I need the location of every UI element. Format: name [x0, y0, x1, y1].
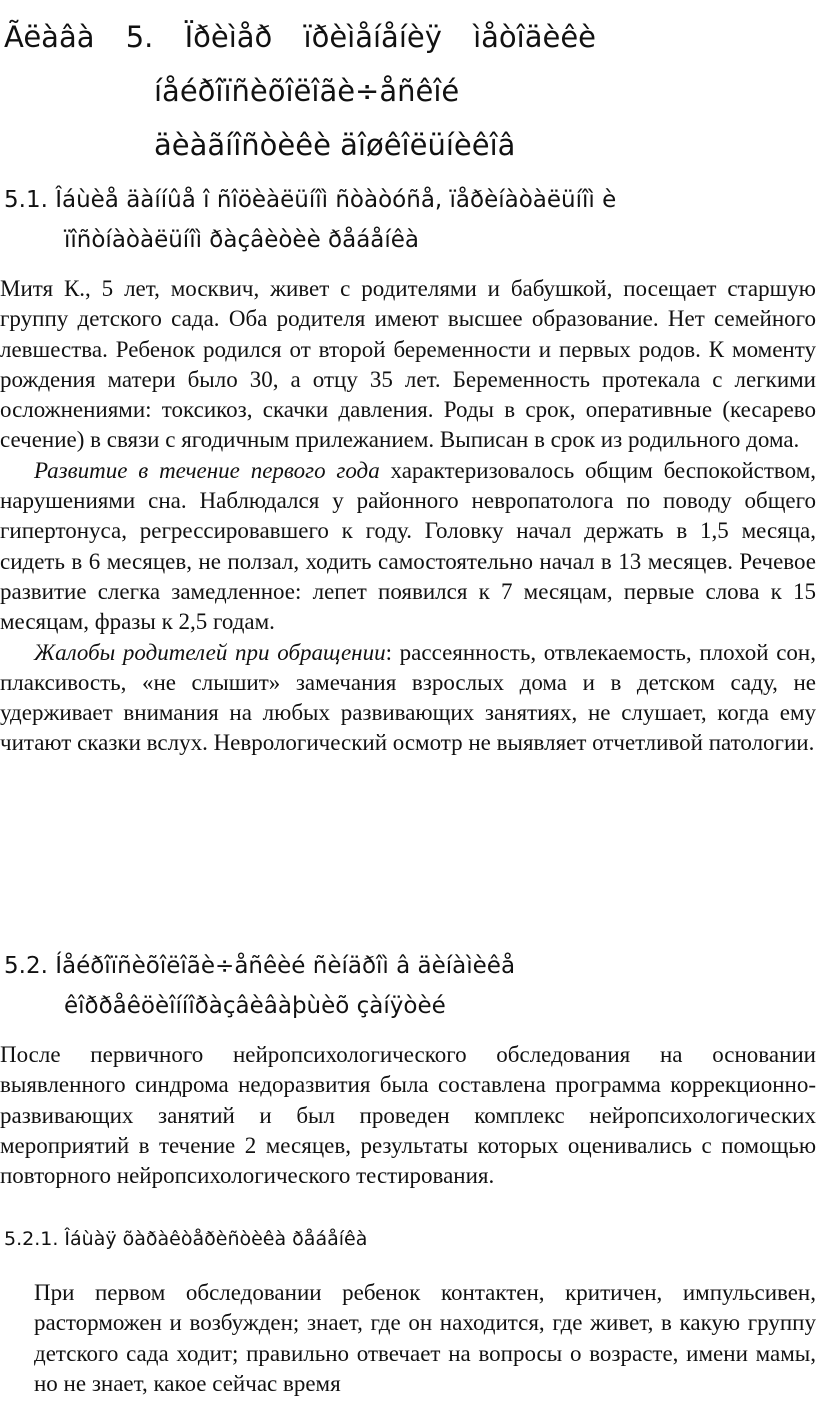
paragraph-complaints-text: : рассеянность, отвлекаемость, плохой сон, плаксивость, «не слышит» замечания взрослых дома и в детском саду, не удерживает внимания на любых развивающих занятиях, не слушает, когда ему читают сказки вслух. Неврологический осмотр не выявляет отчетливой патологии.	[0, 639, 816, 756]
chapter-title-line1: Ãëàâà 5. Ïðèìåð ïðèìåíåíèÿ ìåòîäèêè	[4, 20, 597, 54]
paragraph-parent-complaints	[0, 638, 816, 759]
section-5-2-1-body	[34, 1278, 816, 1399]
section-5-2-heading-line1: 5.2. Íåéðîïñèõîëîãè÷åñêèé ñèíäðîì â äèíàìèêå	[4, 953, 516, 979]
section-5-1-heading	[0, 180, 816, 260]
paragraph-first-year-text: характеризовалось общим беспокойством, нарушениями сна. Наблюдался у районного невропатолога по поводу общего гипертонуса, регрессировавшего к году. Головку начал держать в 1,5 месяца, сидеть в 6 месяцев, не ползал, ходить самостоятельно начал в 13 месяцев. Речевое развитие слегка замедленное: лепет появился к 7 месяцам, первые слова к 15 месяцам, фразы к 2,5 годам.	[0, 457, 816, 635]
chapter-title-line3: äèàãíîñòèêè äîøêîëüíèêîâ	[154, 128, 516, 162]
section-5-1-heading-line2: ïîñòíàòàëüíîì ðàçâèòèè ðåáåíêà	[64, 227, 420, 253]
paragraph-social-status: Митя К., 5 лет, москвич, живет с родителями и бабушкой, посещает старшую группу детского сада. Оба родителя имеют высшее образование. Нет семейного левшества. Ребенок родился от второй беременности и первых родов. К моменту рождения матери было 30, а отцу 35 лет. Беременность протекала с легкими осложнениями: токсикоз, скачки давления. Роды в срок, оперативные (кесарево сечение) в связи с ягодичным прилежанием. Выписан в срок из родильного дома.	[0, 276, 816, 453]
paragraph-correction-program: После первичного нейропсихологического обследования на основании выявленного синдрома недоразвития была составлена программа коррекционно-развивающих занятий и был проведен комплекс нейропсихологических мероприятий в течение 2 месяцев, результаты которых оценивались с помощью повторного нейропсихологического тестирования.	[0, 1042, 816, 1189]
section-5-2-heading	[0, 946, 816, 1026]
section-5-1-heading-line1: 5.1. Îáùèå äàííûå î ñîöèàëüíîì ñòàòóñå, ïåðèíàòàëüíîì è	[4, 187, 617, 213]
section-5-1-body	[0, 274, 816, 759]
emphasis-first-year: Развитие в течение первого года	[34, 457, 380, 483]
section-5-2-1-heading: 5.2.1. Îáùàÿ õàðàêòåðèñòèêà ðåáåíêà	[4, 1228, 368, 1250]
emphasis-complaints: Жалобы родителей при обращении	[34, 639, 386, 665]
chapter-title	[4, 10, 816, 172]
section-5-2-heading-line2: êîððåêöèîííîðàçâèâàþùèõ çàíÿòèé	[64, 993, 446, 1019]
section-5-2-body	[0, 1040, 816, 1191]
paragraph-general-characteristics: При первом обследовании ребенок контактен, критичен, импульсивен, расторможен и возбужден; знает, где он находится, где живет, в какую группу детского сада ходит; правильно отвечает на вопросы о возрасте, имени мамы, но не знает, какое сейчас время	[34, 1280, 816, 1396]
chapter-title-line2: íåéðîïñèõîëîãè÷åñêîé	[154, 74, 460, 108]
paragraph-first-year-development	[0, 456, 816, 638]
